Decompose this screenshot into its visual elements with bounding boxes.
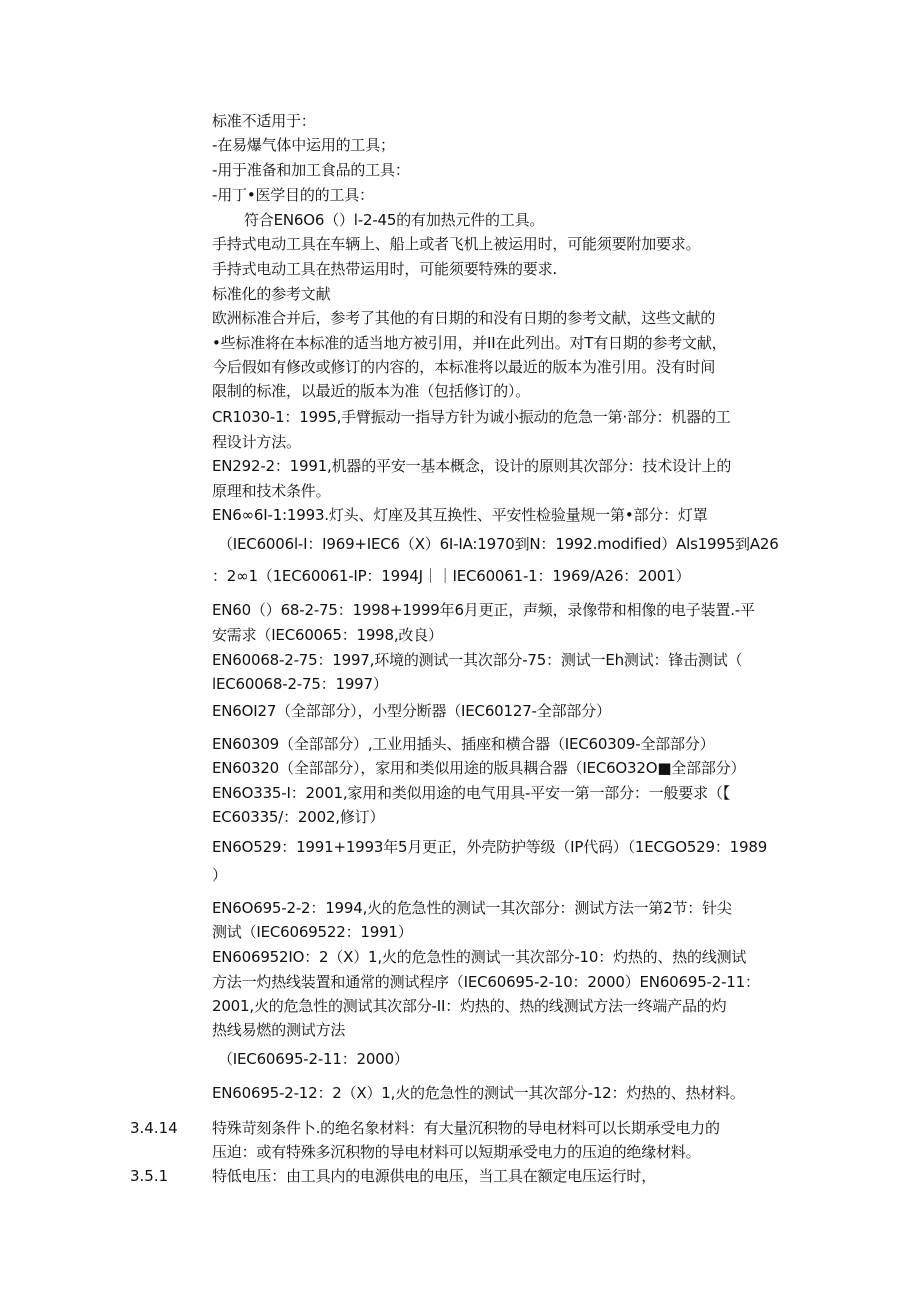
reference-line: EN6O695-2-2：1994,火的危急性的测试一其次部分：测试方法一第2节：针尖 bbox=[212, 899, 732, 917]
reference-line: ：2∞1（1EC60061-IP：1994J｜｜IEC60061-1：1969/A26：2001） bbox=[212, 567, 691, 585]
section-heading: 标准化的参考文献 bbox=[212, 285, 331, 303]
reference-line: EN6O335-I：2001,家用和类似用途的电气用具-平安一第一部分：一般要求（【 bbox=[212, 784, 730, 802]
reference-line: 安需求（IEC60065：1998,改良） bbox=[212, 626, 443, 644]
definition-line: 特低电压：由工具内的电源供电的电压，当工具在额定电压运行时， bbox=[212, 1167, 657, 1185]
reference-line: EN6∞6I-1:1993.灯头、灯座及其互换性、平安性检验量规一第•部分：灯罩 bbox=[212, 506, 708, 524]
definition-line: 特殊苛刻条件卜.的绝名象材料：有大量沉积物的导电材料可以长期承受电力的 bbox=[212, 1119, 720, 1137]
definition-line: 压迫：或有特殊多沉积物的导电材料可以短期承受电力的压迫的绝缘材料。 bbox=[212, 1143, 701, 1161]
reference-line: EN60309（全部部分）,工业用插头、插座和横合器（IEC60309-全部部分） bbox=[212, 735, 715, 753]
reference-line: EN60（）68-2-75：1998+1999年6月更正，声频，录像带和相像的电子装置.-平 bbox=[212, 601, 755, 619]
reference-line: EN60695-2-12：2（X）1,火的危急性的测试一其次部分-12：灼热的、热材料。 bbox=[212, 1084, 745, 1102]
section-number: 3.4.14 bbox=[130, 1119, 178, 1137]
body-line: 手持式电动工具在车辆上、船上或者飞机上被运用时，可能须要附加要求。 bbox=[212, 235, 701, 253]
reference-line: ） bbox=[212, 866, 227, 884]
body-line: 今后假如有修改或修订的内容的，本标准将以最近的版本为准引用。没有时间 bbox=[212, 358, 716, 376]
body-line: 标准不适用于： bbox=[212, 112, 316, 130]
body-line: 手持式电动工具在热带运用时，可能须要特殊的要求. bbox=[212, 260, 557, 278]
body-line: 欧洲标准合并后，参考了其他的有日期的和没有日期的参考文献，这些文献的 bbox=[212, 309, 716, 327]
reference-line: EN6OI27（全部部分），小型分断器（IEC60127-全部部分） bbox=[212, 702, 611, 720]
reference-line: EC60335/：2002,修订） bbox=[212, 808, 385, 826]
body-line: -用丁•医学目的的工具： bbox=[212, 186, 374, 204]
reference-line: CR1030-1：1995,手臂振动一指导方针为诚小振动的危急一第·部分：机器的工 bbox=[212, 408, 731, 426]
reference-line: 原理和技术条件。 bbox=[212, 482, 331, 500]
reference-line: （IEC60695-2-11：2000） bbox=[218, 1050, 409, 1068]
reference-line: EN6O529：1991+1993年5月更正，外壳防护等级（IP代码）（1ECGO529：1989 bbox=[212, 838, 768, 856]
reference-line: EN60068-2-75：1997,环境的测试一其次部分-75：测试一Eh测试：锋击测试（ bbox=[212, 651, 743, 669]
body-line: -用于准备和加工食品的工具： bbox=[212, 161, 410, 179]
reference-line: EN60320（全部部分），家用和类似用途的版具耦合器（IEC6O32O■全部部分） bbox=[212, 759, 746, 777]
reference-line: 2001,火的危急性的测试其次部分-II：灼热的、热的线测试方法一终端产品的灼 bbox=[212, 997, 727, 1015]
reference-line: 热线易燃的测试方法 bbox=[212, 1021, 346, 1039]
body-line: 限制的标准，以最近的版本为准（包括修订的）。 bbox=[212, 382, 531, 400]
section-number: 3.5.1 bbox=[130, 1167, 169, 1185]
reference-line: 程设计方法。 bbox=[212, 433, 301, 451]
reference-line: 方法一灼热线装置和通常的测试程序（IEC60695-2-10：2000）EN60695-2-11： bbox=[212, 973, 760, 991]
reference-line: 测试（IEC6069522：1991） bbox=[212, 923, 413, 941]
body-line: •些标准将在本标准的适当地方被引用，并II在此列出。对T有日期的参考文献， bbox=[212, 334, 727, 352]
reference-line: （IEC6006l-I：I969+IEC6（X）6I-IA:1970到N：1992.modified）Als1995到A26 bbox=[218, 535, 779, 553]
reference-line: lEC60068-2-75：1997） bbox=[212, 675, 388, 693]
body-line: -在易爆气体中运用的工具； bbox=[212, 136, 395, 154]
reference-line: EN606952IO：2（X）1,火的危急性的测试一其次部分-10：灼热的、热的线测试 bbox=[212, 948, 747, 966]
body-line: 符合EN6O6（）l-2-45的有加热元件的工具。 bbox=[244, 211, 545, 229]
reference-line: EN292-2：1991,机器的平安一基本概念，设计的原则其次部分：技术设计上的 bbox=[212, 457, 732, 475]
